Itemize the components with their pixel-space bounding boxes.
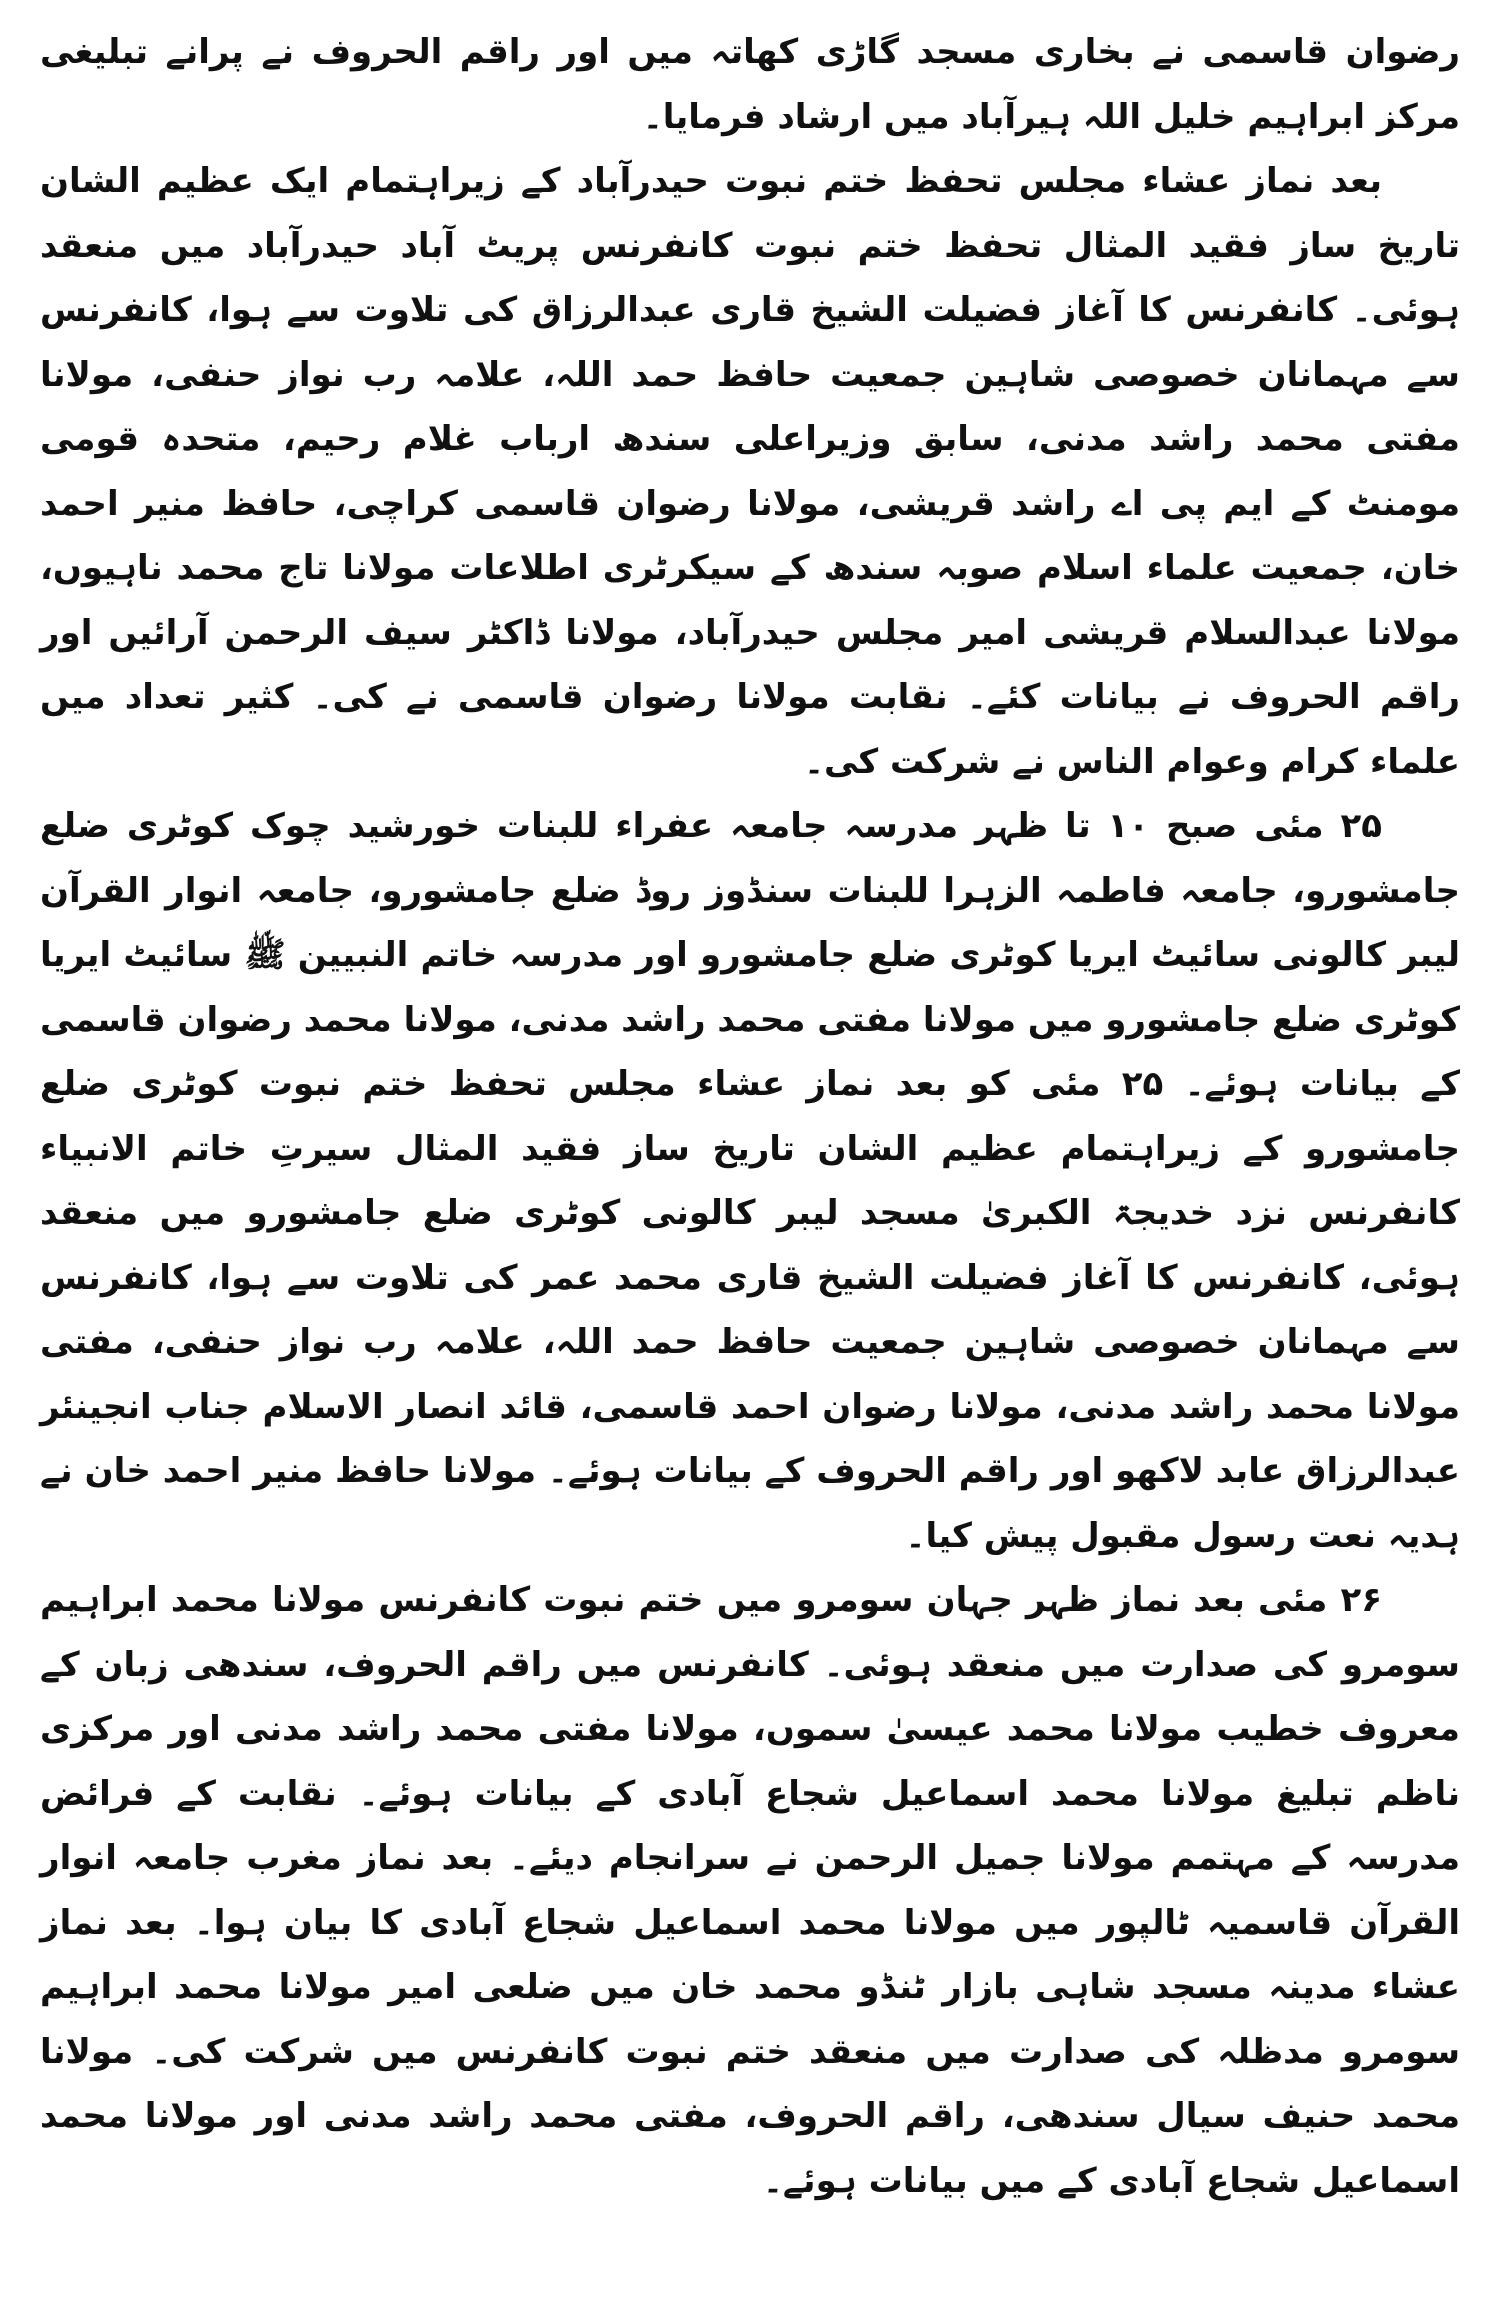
paragraph-may-25: ۲۵ مئی صبح ۱۰ تا ظہر مدرسہ جامعہ عفراء للبنات خورشید چوک کوٹری ضلع جامشورو، جامعہ فاطمہ الزہرا للبنات سنڈوز روڈ ضلع جامشورو، جامعہ انوار القرآن لیبر کالونی سائیٹ ایریا کوٹری ضلع جامشورو اور مدرسہ خاتم النبیین ﷺ سائیٹ ایریا کوٹری ضلع جامشورو میں مولانا مفتی محمد راشد مدنی، مولانا محمد رضوان قاسمی کے بیانات ہوئے۔ ۲۵ مئی کو بعد نماز عشاء مجلس تحفظ ختم نبوت کوٹری ضلع جامشورو کے زیراہتمام عظیم الشان تاریخ ساز فقید المثال سیرتِ خاتم الانبیاء کانفرنس نزد خدیجۃ الکبریٰ مسجد لیبر کالونی کوٹری ضلع جامشورو میں منعقد ہوئی، کانفرنس کا آغاز فضیلت الشیخ قاری محمد عمر کی تلاوت سے ہوا، کانفرنس سے مہمانان خصوصی شاہین جمعیت حافظ حمد اللہ، علامہ رب نواز حنفی، مفتی مولانا محمد راشد مدنی، مولانا رضوان احمد قاسمی، قائد انصار الاسلام جناب انجینئر عبدالرزاق عابد لاکھو اور راقم الحروف کے بیانات ہوئے۔ مولانا حافظ منیر احمد خان نے ہدیہ نعت رسول مقبول پیش کیا۔ bbox=[40, 806, 1460, 1556]
paragraph-continuation: رضوان قاسمی نے بخاری مسجد گاڑی کھاتہ میں اور راقم الحروف نے پرانے تبلیغی مرکز ابراہیم خلیل اللہ ہیرآباد میں ارشاد فرمایا۔ bbox=[40, 32, 1460, 137]
paragraph-hyderabad-conference: بعد نماز عشاء مجلس تحفظ ختم نبوت حیدرآباد کے زیراہتمام ایک عظیم الشان تاریخ ساز فقید المثال تحفظ ختم نبوت کانفرنس پریٹ آباد حیدرآباد میں منعقد ہوئی۔ کانفرنس کا آغاز فضیلت الشیخ قاری عبدالرزاق کی تلاوت سے ہوا، کانفرنس سے مہمانان خصوصی شاہین جمعیت حافظ حمد اللہ، علامہ رب نواز حنفی، مولانا مفتی محمد راشد مدنی، سابق وزیراعلی سندھ ارباب غلام رحیم، متحدہ قومی مومنٹ کے ایم پی اے راشد قریشی، مولانا رضوان قاسمی کراچی، حافظ منیر احمد خان، جمعیت علماء اسلام صوبہ سندھ کے سیکرٹری اطلاعات مولانا تاج محمد ناہیوں، مولانا عبدالسلام قریشی امیر مجلس حیدرآباد، مولانا ڈاکٹر سیف الرحمن آرائیں اور راقم الحروف نے بیانات کئے۔ نقابت مولانا رضوان قاسمی نے کی۔ کثیر تعداد میں علماء کرام وعوام الناس نے شرکت کی۔ bbox=[40, 161, 1460, 782]
article-body bbox=[40, 20, 1460, 2213]
paragraph-may-26: ۲۶ مئی بعد نماز ظہر جہان سومرو میں ختم نبوت کانفرنس مولانا محمد ابراہیم سومرو کی صدارت میں منعقد ہوئی۔ کانفرنس میں راقم الحروف، سندھی زبان کے معروف خطیب مولانا محمد عیسیٰ سموں، مولانا مفتی محمد راشد مدنی اور مرکزی ناظم تبلیغ مولانا محمد اسماعیل شجاع آبادی کے بیانات ہوئے۔ نقابت کے فرائض مدرسہ کے مہتمم مولانا جمیل الرحمن نے سرانجام دیئے۔ بعد نماز مغرب جامعہ انوار القرآن قاسمیہ ٹالپور میں مولانا محمد اسماعیل شجاع آبادی کا بیان ہوا۔ بعد نماز عشاء مدینہ مسجد شاہی بازار ٹنڈو محمد خان میں ضلعی امیر مولانا محمد ابراہیم سومرو مدظلہ کی صدارت میں منعقد ختم نبوت کانفرنس میں شرکت کی۔ مولانا محمد حنیف سیال سندھی، راقم الحروف، مفتی محمد راشد مدنی اور مولانا محمد اسماعیل شجاع آبادی کے میں بیانات ہوئے۔ bbox=[40, 1580, 1460, 2201]
